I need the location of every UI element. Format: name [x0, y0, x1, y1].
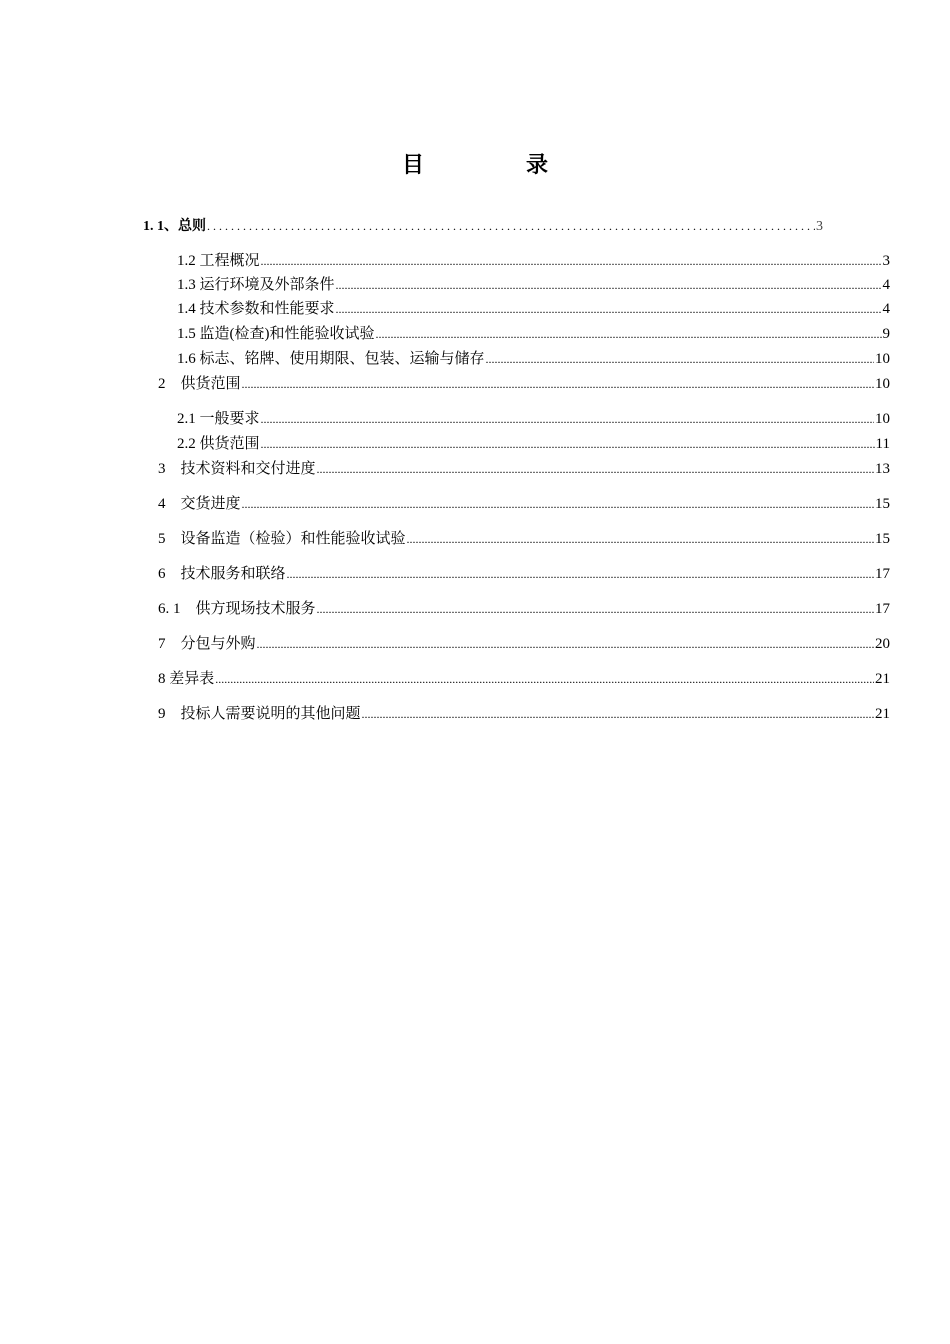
toc-entry-label: 9 投标人需要说明的其他问题	[158, 706, 361, 722]
toc-entry-label: 7 分包与外购	[158, 636, 256, 652]
toc-entry-2-1[interactable]	[177, 409, 890, 429]
toc-leader-dots	[287, 564, 874, 584]
toc-entry-page: 4	[882, 277, 890, 293]
toc-entry-2-2[interactable]	[177, 434, 890, 454]
toc-leader-dots	[486, 349, 874, 369]
toc-entry-3[interactable]	[158, 459, 890, 479]
toc-leader-dots	[261, 251, 882, 271]
toc-entry-page: 9	[882, 326, 890, 342]
page-title: 目 录	[401, 153, 588, 178]
toc-entry-label: 3 技术资料和交付进度	[158, 461, 316, 477]
toc-entry-2[interactable]	[158, 374, 890, 394]
toc-entry-label: 6. 1 供方现场技术服务	[158, 601, 316, 617]
toc-entry-page: 17	[875, 566, 890, 582]
toc-entry-label: 1.5 监造(检查)和性能验收试验	[177, 326, 375, 342]
toc-leader-dots	[336, 275, 882, 295]
toc-leader-dots	[407, 529, 874, 549]
toc-entry-label: 1.6 标志、铭牌、使用期限、包装、运输与储存	[177, 351, 485, 367]
toc-leader-dots	[242, 494, 874, 514]
toc-entry-1-4[interactable]	[177, 299, 890, 319]
toc-entry-page: 15	[875, 531, 890, 547]
toc-entry-label: 5 设备监造（检验）和性能验收试验	[158, 531, 406, 547]
toc-entry-6-1[interactable]	[158, 599, 890, 619]
toc-entry-1-1[interactable]	[143, 216, 823, 236]
toc-entry-page: 11	[875, 436, 890, 452]
toc-leader-dots	[336, 299, 882, 319]
toc-entry-page: 10	[875, 376, 890, 392]
toc-entry-6[interactable]	[158, 564, 890, 584]
toc-entry-label: 4 交货进度	[158, 496, 241, 512]
toc-leader-dots	[215, 669, 874, 689]
toc-entry-label: 2 供货范围	[158, 376, 241, 392]
toc-leader-dots	[261, 409, 874, 429]
toc-entry-page: 21	[875, 706, 890, 722]
toc-entry-9[interactable]	[158, 704, 890, 724]
toc-leader-dots	[362, 704, 874, 724]
toc-entry-7[interactable]	[158, 634, 890, 654]
toc-leader-dots	[242, 374, 874, 394]
toc-leader-dots	[257, 634, 874, 654]
toc-entry-4[interactable]	[158, 494, 890, 514]
toc-entry-page: 3	[882, 253, 890, 269]
toc-entry-label: 2.2 供货范围	[177, 436, 260, 452]
toc-entry-page: 20	[875, 636, 890, 652]
toc-entry-1-3[interactable]	[177, 275, 890, 295]
toc-entry-page: 4	[882, 301, 890, 317]
toc-leader-dots	[317, 599, 874, 619]
toc-leader-dots	[376, 324, 882, 344]
toc-entry-page: 17	[875, 601, 890, 617]
toc-entry-5[interactable]	[158, 529, 890, 549]
toc-entry-page: 10	[875, 351, 890, 367]
toc-leader-dots	[317, 459, 874, 479]
toc-entry-page: 3	[816, 219, 823, 234]
toc-entry-page: 21	[875, 671, 890, 687]
toc-entry-label: 1.3 运行环境及外部条件	[177, 277, 335, 293]
toc-entry-1-6[interactable]	[177, 349, 890, 369]
toc-entry-label: 1.4 技术参数和性能要求	[177, 301, 335, 317]
toc-entry-label: 2.1 一般要求	[177, 411, 260, 427]
toc-entry-label: 1. 1、总则	[143, 219, 206, 234]
toc-entry-label: 8 差异表	[158, 671, 215, 687]
toc-entry-label: 6 技术服务和联络	[158, 566, 286, 582]
toc-entry-label: 1.2 工程概况	[177, 253, 260, 269]
toc-leader-dots	[261, 434, 875, 454]
toc-leader-dots	[207, 216, 815, 236]
toc-entry-page: 15	[875, 496, 890, 512]
toc-entry-1-2[interactable]	[177, 251, 890, 271]
toc-entry-1-5[interactable]	[177, 324, 890, 344]
toc-entry-page: 13	[875, 461, 890, 477]
toc-entry-page: 10	[875, 411, 890, 427]
toc-entry-8[interactable]	[158, 669, 890, 689]
